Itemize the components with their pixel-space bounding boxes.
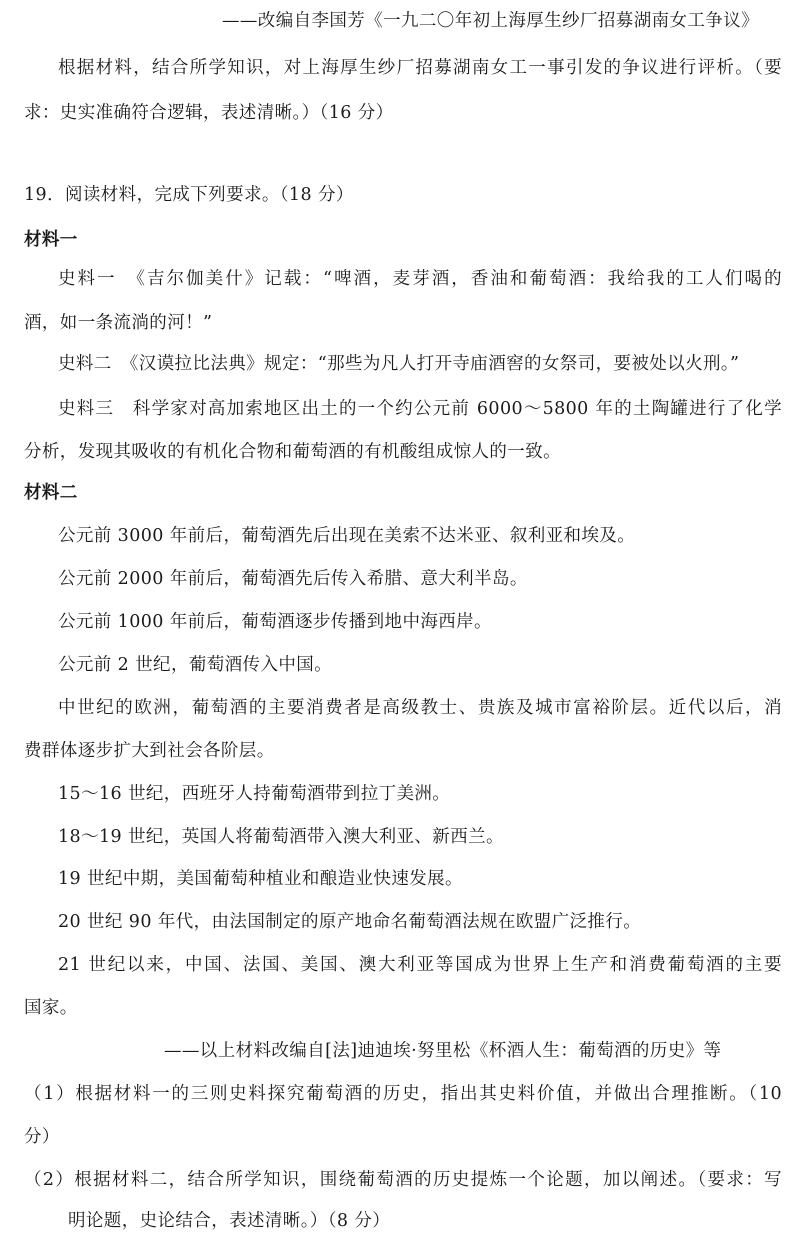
material2-label: 材料二 <box>24 483 78 503</box>
material2-para-9: 20 世纪 90 年代，由法国制定的原产地命名葡萄酒法规在欧盟广泛推行。 <box>58 912 642 932</box>
material2-para-10-line-1: 21 世纪以来，中国、法国、美国、澳大利亚等国成为世界上生产和消费葡萄酒的主要 <box>58 955 782 975</box>
material1-label: 材料一 <box>24 230 78 250</box>
material1-source3-line-1: 史料三 科学家对高加索地区出土的一个约公元前 6000～5800 年的土陶罐进行了化学 <box>58 399 782 419</box>
q19-subquestion-1-line-2: 分） <box>24 1127 60 1147</box>
material1-source1-line-1: 史料一 《吉尔伽美什》记载：“啤酒，麦芽酒，香油和葡萄酒：我给我的工人们喝的 <box>58 269 782 289</box>
material2-para-8: 19 世纪中期，美国葡萄种植业和酿造业快速发展。 <box>58 869 463 889</box>
material2-para-10-line-2: 国家。 <box>24 998 78 1018</box>
material2-para-3: 公元前 1000 年前后，葡萄酒逐步传播到地中海西岸。 <box>58 612 492 632</box>
material2-para-5-line-1: 中世纪的欧洲，葡萄酒的主要消费者是高级教士、贵族及城市富裕阶层。近代以后，消 <box>58 698 782 718</box>
q18-source-citation: ——改编自李国芳《一九二〇年初上海厚生纱厂招募湖南女工争议》 <box>222 11 759 31</box>
q18-task-line-1: 根据材料，结合所学知识，对上海厚生纱厂招募湖南女工一事引发的争议进行评析。（要 <box>58 58 782 78</box>
material2-para-5-line-2: 费群体逐步扩大到社会各阶层。 <box>24 741 275 761</box>
material2-para-2: 公元前 2000 年前后，葡萄酒先后传入希腊、意大利半岛。 <box>58 569 528 589</box>
q19-subquestion-1-line-1: （1）根据材料一的三则史料探究葡萄酒的历史，指出其史料价值，并做出合理推断。（10 <box>24 1084 782 1104</box>
material1-source3-line-2: 分析，发现其吸收的有机化合物和葡萄酒的有机酸组成惊人的一致。 <box>24 442 561 462</box>
q19-subquestion-2-line-2: 明论题，史论结合，表述清晰。）（8 分） <box>68 1211 391 1231</box>
material1-source2: 史料二 《汉谟拉比法典》规定：“那些为凡人打开寺庙酒窖的女祭司，要被处以火刑。” <box>58 354 740 374</box>
material2-para-4: 公元前 2 世纪，葡萄酒传入中国。 <box>58 655 333 675</box>
q19-heading: 19．阅读材料，完成下列要求。（18 分） <box>24 185 354 205</box>
q18-task-line-2: 求：史实准确符合逻辑，表述清晰。）（16 分） <box>24 103 394 123</box>
material2-para-7: 18～19 世纪，英国人将葡萄酒带入澳大利亚、新西兰。 <box>58 827 504 847</box>
q19-subquestion-2-line-1: （2）根据材料二，结合所学知识，围绕葡萄酒的历史提炼一个论题，加以阐述。（要求：写 <box>24 1170 782 1190</box>
q19-source-citation: ——以上材料改编自[法]迪迪埃·努里松《杯酒人生：葡萄酒的历史》等 <box>164 1041 722 1061</box>
material1-source1-line-2: 酒，如一条流淌的河！” <box>24 313 213 333</box>
material2-para-1: 公元前 3000 年前后，葡萄酒先后出现在美索不达米亚、叙利亚和埃及。 <box>58 526 636 546</box>
material2-para-6: 15～16 世纪，西班牙人持葡萄酒带到拉丁美洲。 <box>58 784 451 804</box>
